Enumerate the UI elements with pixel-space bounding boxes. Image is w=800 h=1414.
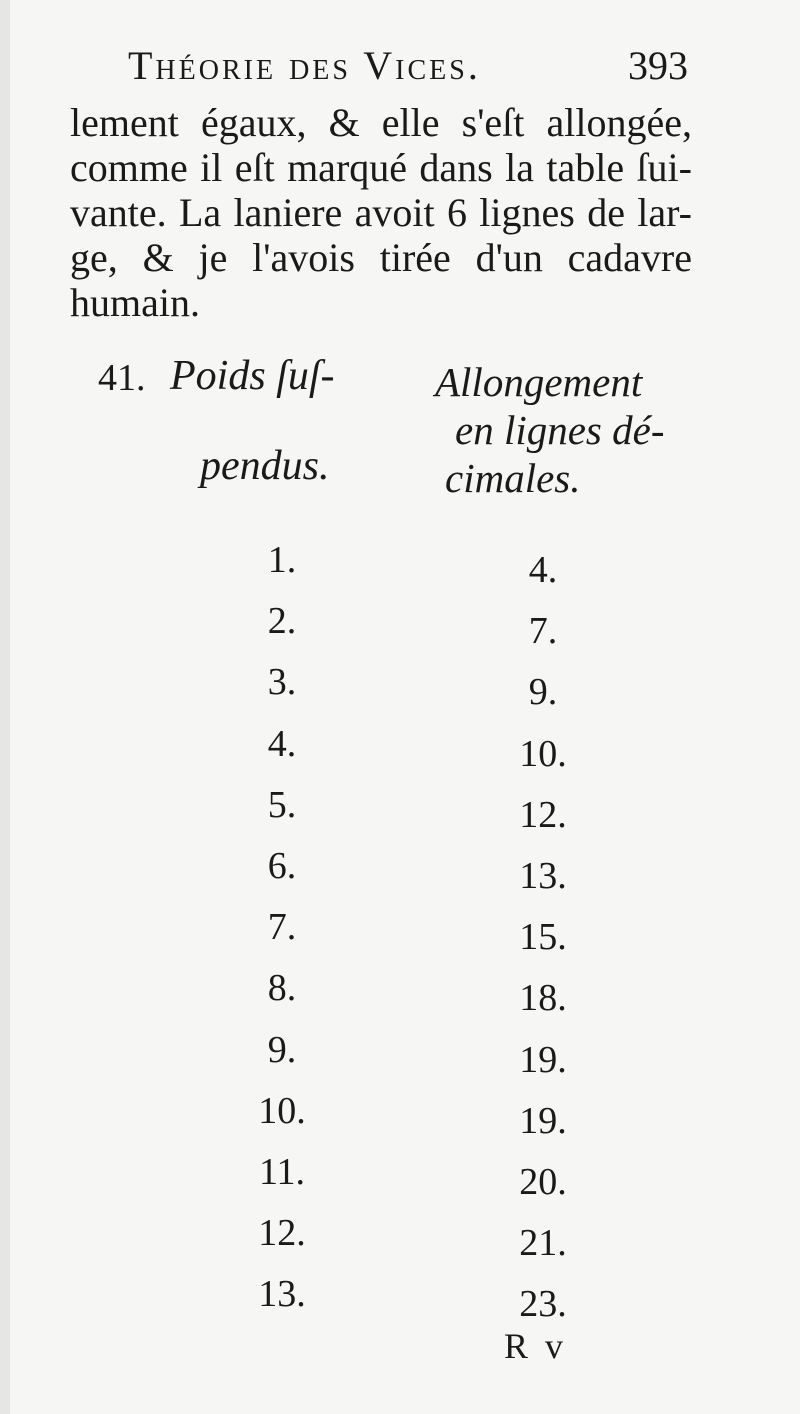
weight-cell: 1. [267, 539, 297, 581]
elongation-cell: 12. [519, 793, 567, 836]
heading-line: pendus. [200, 443, 330, 489]
table-number: 41. [98, 357, 146, 399]
weight-cell: 11. [258, 1150, 306, 1193]
weight-cell: 6. [267, 844, 297, 887]
weight-cell: 2. [267, 600, 297, 643]
text-line: comme il eſt marqué dans la table ſui- [70, 145, 692, 190]
weight-cell: 12. [258, 1212, 306, 1255]
weight-cell: 10. [258, 1089, 306, 1132]
text-line: vante. La laniere avoit 6 lignes de lar- [70, 190, 692, 235]
running-title: Théorie des Vices. [128, 43, 481, 88]
elongation-cell: 4. [528, 549, 558, 591]
elongation-cell: 18. [519, 977, 567, 1020]
weight-cell: 7. [267, 906, 297, 949]
elongation-cell: 20. [519, 1160, 567, 1203]
elongation-cell: 19. [519, 1038, 567, 1081]
heading-line: Allongement [435, 359, 643, 405]
weight-cell: 3. [267, 661, 297, 704]
text-line: lement égaux, & elle s'eſt allongée, [70, 100, 692, 145]
elongation-cell: 19. [519, 1099, 567, 1142]
weight-cell: 4. [267, 722, 297, 765]
elongation-cell: 21. [519, 1222, 567, 1265]
elongation-cell: 10. [519, 732, 567, 775]
elongation-column-heading [435, 358, 695, 502]
heading-line: cimales. [445, 455, 581, 501]
weights-column-heading [170, 350, 390, 492]
printer-signature: R v [504, 1326, 568, 1366]
heading-line: Poids ſuſ- [170, 353, 335, 399]
elongation-cell: 23. [519, 1283, 567, 1326]
weight-cell: 5. [267, 783, 297, 826]
page-number: 393 [628, 43, 688, 88]
elongation-cell: 15. [519, 916, 567, 959]
elongation-cell: 9. [528, 671, 558, 714]
weights-column [242, 530, 322, 1325]
weight-cell: 8. [267, 967, 297, 1010]
text-line: humain. [70, 280, 200, 325]
elongation-cell: 13. [519, 854, 567, 897]
heading-line: en lignes dé- [455, 407, 665, 453]
elongation-column [498, 540, 588, 1335]
weight-cell: 13. [258, 1273, 306, 1316]
text-line: ge, & je l'avois tirée d'un cadavre [70, 235, 692, 280]
body-paragraph [70, 100, 692, 325]
elongation-cell: 7. [528, 610, 558, 653]
weight-cell: 9. [267, 1028, 297, 1071]
page-header [128, 42, 688, 92]
